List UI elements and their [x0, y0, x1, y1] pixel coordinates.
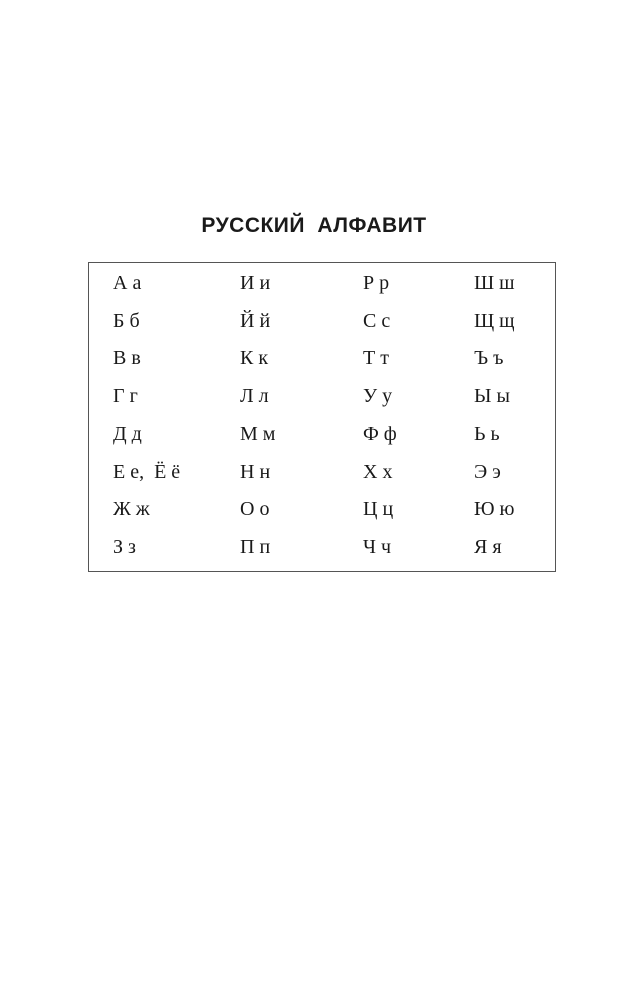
letter-pair: Ш ш: [474, 272, 515, 294]
letter-pair: Ъ ъ: [474, 347, 504, 370]
letter-pair: Й й: [240, 309, 271, 332]
letter-pair: И и: [240, 272, 271, 294]
letter-pair: Б б: [113, 309, 140, 332]
letter-pair: Я я: [474, 535, 502, 558]
letter-pair: В в: [113, 347, 141, 370]
letter-pair: Г г: [113, 385, 138, 408]
alphabet-table: [88, 262, 556, 572]
letter-pair: Э э: [474, 460, 501, 483]
letter-pair: Ж ж: [113, 498, 150, 521]
letter-pair: А а: [113, 272, 142, 294]
letter-pair: Щ щ: [474, 309, 515, 332]
letter-pair: Ч ч: [363, 535, 392, 558]
letter-pair: Н н: [240, 460, 271, 483]
letter-pair: Т т: [363, 347, 389, 370]
letter-pair: У у: [363, 385, 393, 408]
letter-pair: П п: [240, 535, 271, 558]
letter-pair: С с: [363, 309, 391, 332]
letter-pair: О о: [240, 498, 270, 521]
letter-pair: Д д: [113, 422, 142, 445]
letter-pair: Ф ф: [363, 422, 397, 445]
letter-pair: Ы ы: [474, 385, 510, 408]
letter-pair: Ь ь: [474, 422, 500, 445]
letter-pair: Ц ц: [363, 498, 394, 521]
letter-pair: М м: [240, 422, 276, 445]
letter-pair: Х х: [363, 460, 393, 483]
letter-pair: Р р: [363, 272, 390, 294]
page-title: РУССКИЙ АЛФАВИТ: [201, 214, 427, 237]
letter-pair: Е е, Ё ё: [113, 460, 181, 483]
letter-pair: Л л: [240, 385, 269, 408]
letter-pair: Ю ю: [474, 498, 515, 521]
letter-pair: З з: [113, 535, 136, 558]
letter-pair: К к: [240, 347, 269, 370]
